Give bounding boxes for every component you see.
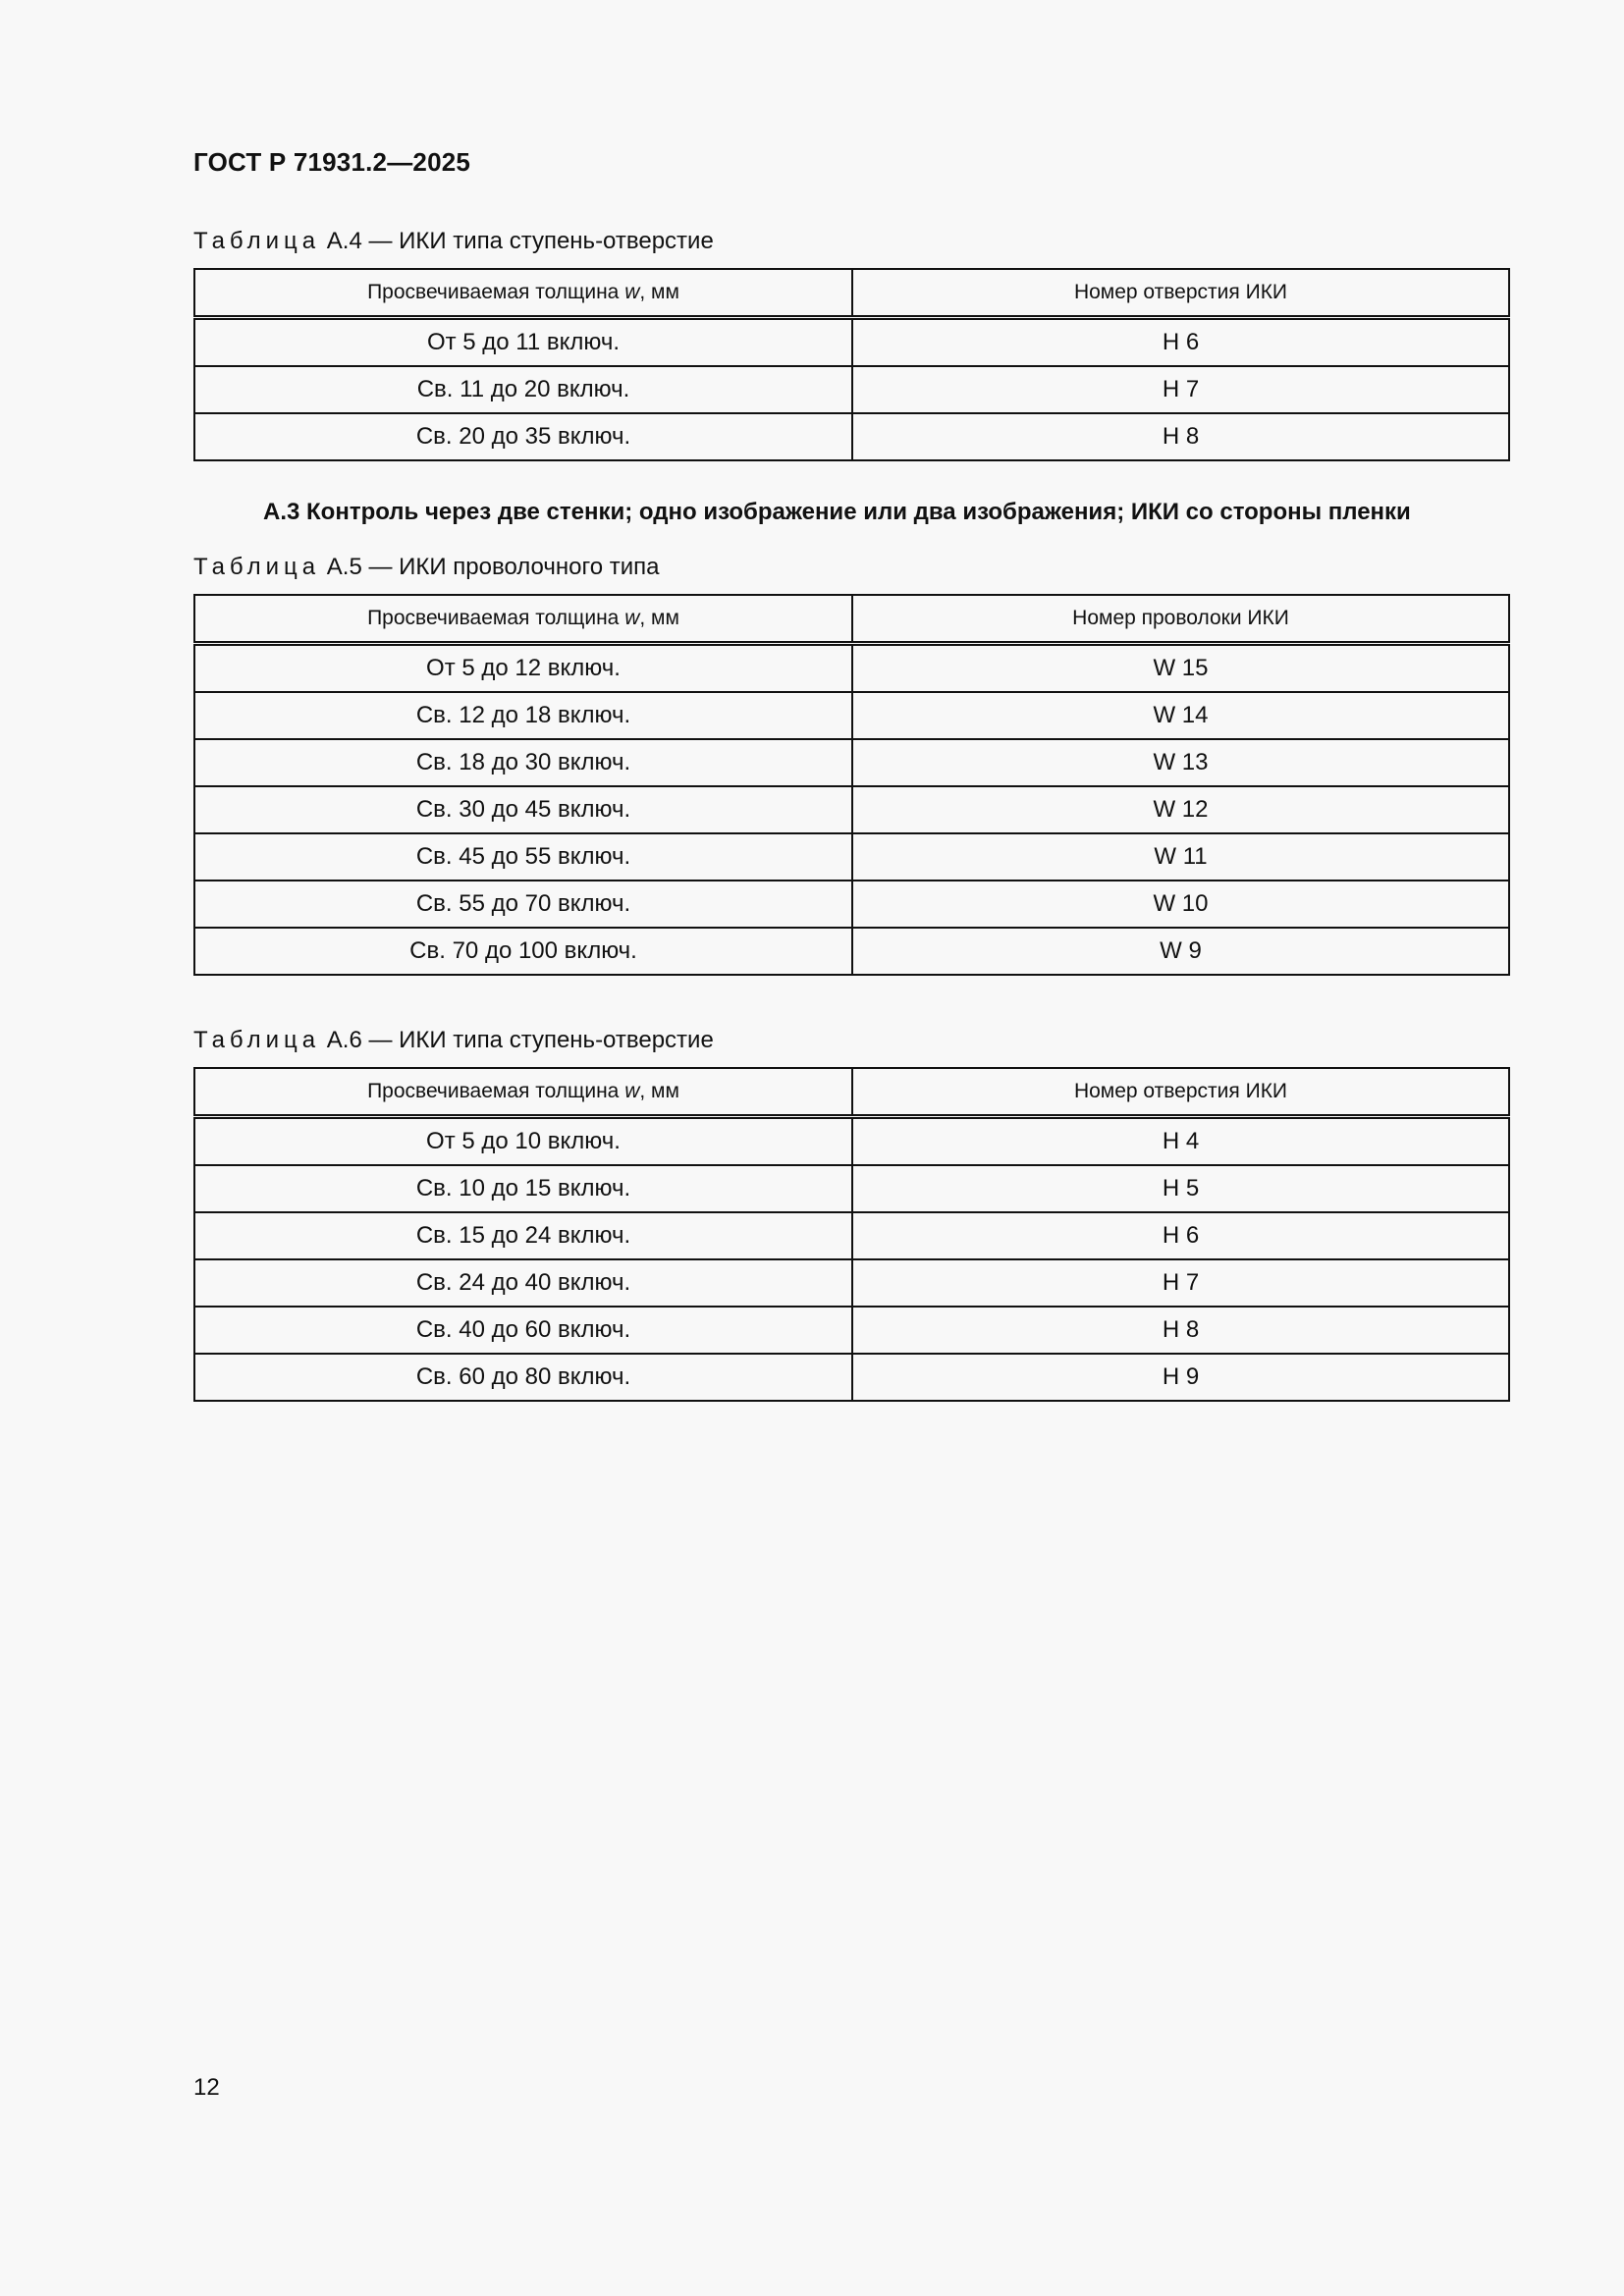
table-a6-caption-text: А.6 — ИКИ типа ступень-отверстие — [326, 1027, 714, 1053]
iqi-number-cell: H 7 — [852, 1259, 1509, 1307]
thickness-cell: Св. 15 до 24 включ. — [194, 1212, 852, 1259]
iqi-number-cell: W 10 — [852, 881, 1509, 928]
table-row — [194, 1354, 1509, 1401]
iqi-number-cell: H 8 — [852, 1307, 1509, 1354]
wire-number-column-header: Номер проволоки ИКИ — [852, 595, 1509, 644]
table-a5-caption-word: Таблица — [193, 554, 321, 580]
iqi-number-cell: H 4 — [852, 1117, 1509, 1166]
table-row — [194, 928, 1509, 975]
table-body — [194, 1117, 1509, 1402]
table-row — [194, 1117, 1509, 1166]
iqi-number-cell: W 9 — [852, 928, 1509, 975]
table-row — [194, 786, 1509, 833]
iqi-number-column-header: Номер отверстия ИКИ — [852, 1068, 1509, 1117]
thickness-column-header: Просвечиваемая толщина w, мм — [194, 269, 852, 318]
thickness-cell: От 5 до 10 включ. — [194, 1117, 852, 1166]
thickness-cell: Св. 45 до 55 включ. — [194, 833, 852, 881]
table-a5-caption — [193, 554, 659, 581]
table-row — [194, 318, 1509, 367]
table-a4-caption-word: Таблица — [193, 228, 321, 254]
table-a5 — [193, 594, 1510, 976]
thickness-cell: Св. 11 до 20 включ. — [194, 366, 852, 413]
iqi-number-cell: H 7 — [852, 366, 1509, 413]
table-a4 — [193, 268, 1510, 461]
table-row — [194, 833, 1509, 881]
thickness-cell: Св. 18 до 30 включ. — [194, 739, 852, 786]
iqi-number-cell: H 6 — [852, 318, 1509, 367]
thickness-cell: Св. 12 до 18 включ. — [194, 692, 852, 739]
table-row — [194, 1212, 1509, 1259]
table-row — [194, 881, 1509, 928]
thickness-cell: Св. 40 до 60 включ. — [194, 1307, 852, 1354]
table-body — [194, 318, 1509, 461]
table-row — [194, 366, 1509, 413]
thickness-cell: Св. 10 до 15 включ. — [194, 1165, 852, 1212]
table-row — [194, 1165, 1509, 1212]
iqi-number-cell: W 12 — [852, 786, 1509, 833]
thickness-column-header: Просвечиваемая толщина w, мм — [194, 1068, 852, 1117]
thickness-cell: Св. 55 до 70 включ. — [194, 881, 852, 928]
thickness-cell: Св. 30 до 45 включ. — [194, 786, 852, 833]
table-header-row — [194, 1068, 1509, 1117]
table-row — [194, 413, 1509, 460]
section-a3-heading: А.3 Контроль через две стенки; одно изображение или два изображения; ИКИ со стороны пленки — [263, 499, 1411, 525]
table-row — [194, 692, 1509, 739]
iqi-number-cell: W 11 — [852, 833, 1509, 881]
table-header-row — [194, 269, 1509, 318]
iqi-number-cell: H 6 — [852, 1212, 1509, 1259]
iqi-number-cell: W 15 — [852, 644, 1509, 693]
thickness-cell: Св. 60 до 80 включ. — [194, 1354, 852, 1401]
page-number: 12 — [193, 2074, 220, 2101]
thickness-cell: Св. 20 до 35 включ. — [194, 413, 852, 460]
table-row — [194, 644, 1509, 693]
iqi-number-cell: W 13 — [852, 739, 1509, 786]
thickness-cell: Св. 70 до 100 включ. — [194, 928, 852, 975]
thickness-cell: От 5 до 11 включ. — [194, 318, 852, 367]
table-a6-caption-word: Таблица — [193, 1027, 321, 1053]
thickness-cell: Св. 24 до 40 включ. — [194, 1259, 852, 1307]
table-a6 — [193, 1067, 1510, 1402]
table-row — [194, 1259, 1509, 1307]
thickness-column-header: Просвечиваемая толщина w, мм — [194, 595, 852, 644]
table-a5-caption-text: А.5 — ИКИ проволочного типа — [326, 554, 660, 580]
table-a6-caption — [193, 1027, 714, 1054]
table-a4-caption — [193, 228, 714, 255]
table-header-row — [194, 595, 1509, 644]
table-row — [194, 1307, 1509, 1354]
table-a4-caption-text: А.4 — ИКИ типа ступень-отверстие — [326, 228, 714, 254]
table-row — [194, 739, 1509, 786]
table-body — [194, 644, 1509, 976]
iqi-number-cell: H 8 — [852, 413, 1509, 460]
iqi-number-cell: W 14 — [852, 692, 1509, 739]
iqi-number-column-header: Номер отверстия ИКИ — [852, 269, 1509, 318]
iqi-number-cell: H 9 — [852, 1354, 1509, 1401]
thickness-cell: От 5 до 12 включ. — [194, 644, 852, 693]
document-code-header: ГОСТ Р 71931.2—2025 — [193, 147, 471, 177]
iqi-number-cell: H 5 — [852, 1165, 1509, 1212]
